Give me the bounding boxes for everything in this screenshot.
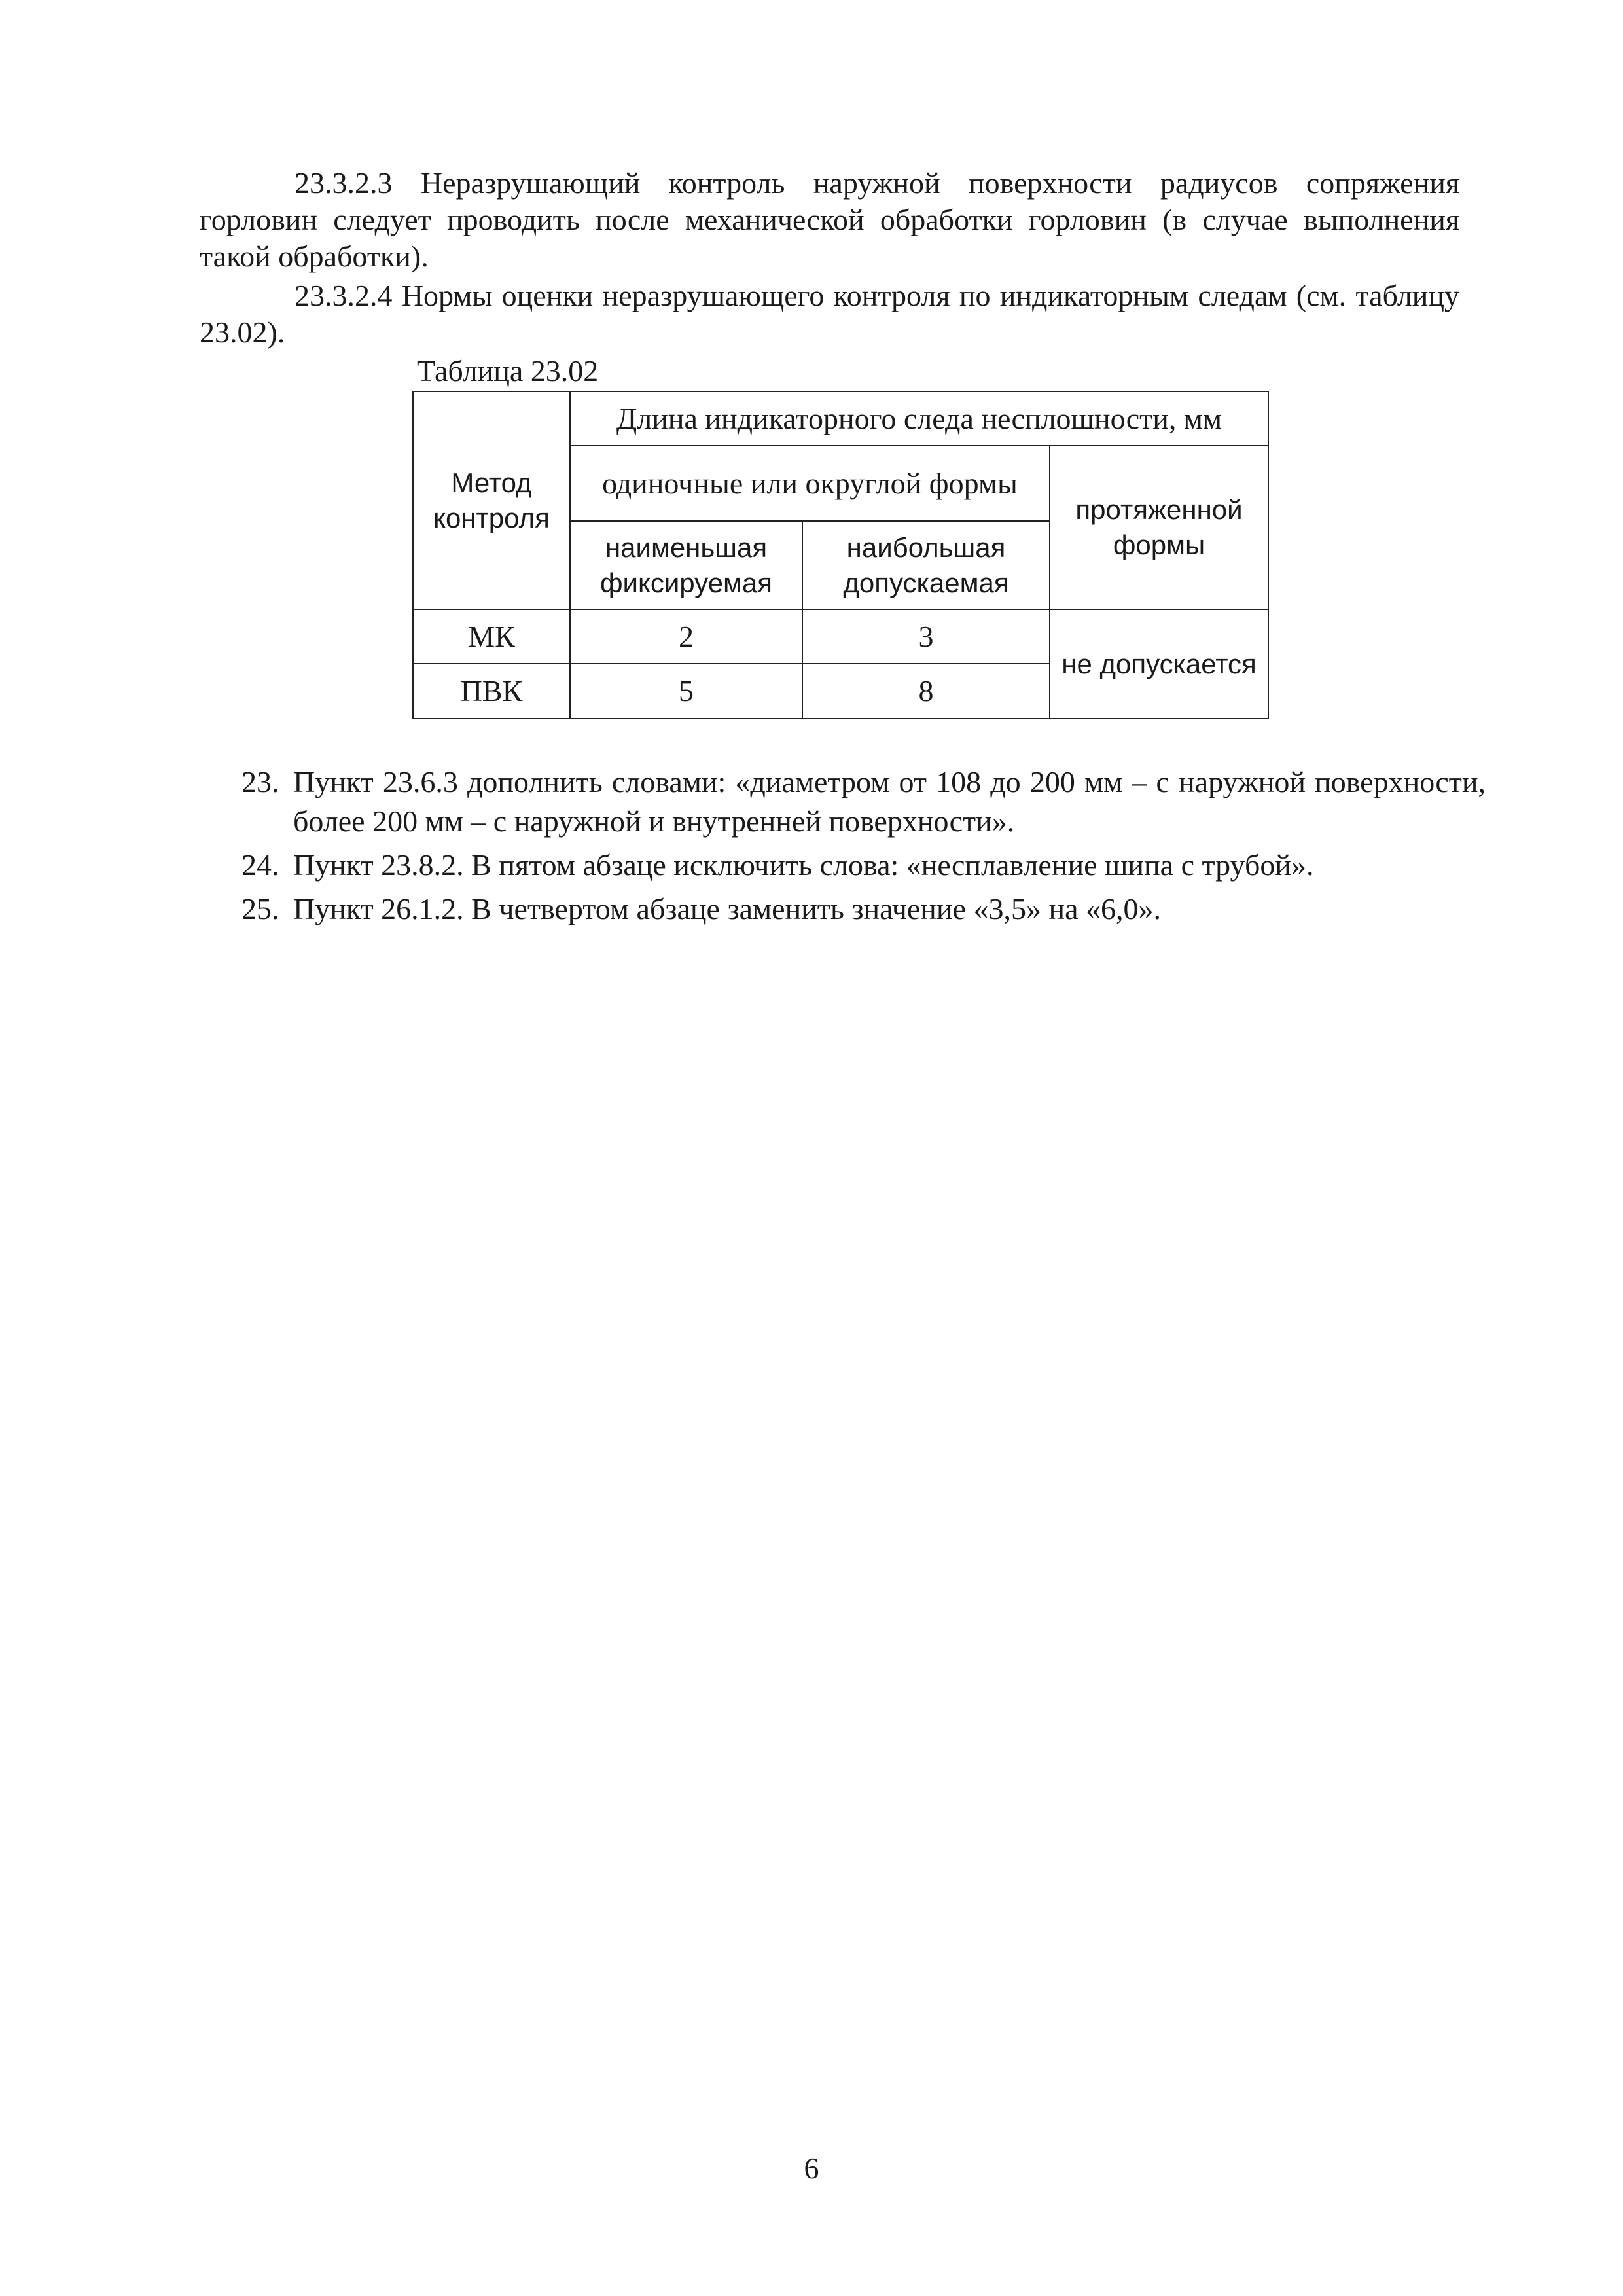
header-length: Длина индикаторного следа несплошности, мм [570,391,1268,446]
header-method: Метод контроля [413,391,570,609]
header-largest: наибольшая допускаемая [802,521,1050,609]
list-item [200,889,1486,929]
row-smallest: 5 [570,664,802,719]
list-item-text: Пункт 23.8.2. В пятом абзаце исключить слова: «несплавление шипа с трубой». [293,848,1314,882]
row-largest: 8 [802,664,1050,719]
header-single-round: одиночные или округлой формы [570,446,1050,521]
page-number: 6 [804,2151,819,2185]
amendment-list [200,762,1486,933]
row-largest: 3 [802,609,1050,664]
list-item-number: 24. [241,848,279,882]
extended-value: не допускается [1050,609,1268,719]
row-method: ПВК [413,664,570,719]
table-caption: Таблица 23.02 [417,354,599,387]
list-item-number: 23. [241,765,279,798]
list-item-number: 25. [241,892,279,925]
list-item [200,846,1486,885]
norms-table [412,391,1269,719]
header-extended: протяженной формы [1050,446,1268,609]
list-item-text: Пункт 23.6.3 дополнить словами: «диаметром от 108 до 200 мм – с наружной поверхности, более 200 мм – с наружной и внутренней поверхности». [293,765,1486,838]
table-row [413,609,1268,664]
paragraph-23-3-2-4: 23.3.2.4 Нормы оценки неразрушающего контроля по индикаторным следам (см. таблицу 23.02). [200,279,1459,349]
list-item-text: Пункт 26.1.2. В четвертом абзаце заменить значение «3,5» на «6,0». [293,892,1161,925]
row-method: МК [413,609,570,664]
list-item [200,762,1486,841]
header-smallest: наименьшая фиксируемая [570,521,802,609]
paragraph-23-3-2-3: 23.3.2.3 Неразрушающий контроль наружной поверхности радиусов сопряжения горловин следует проводить после механической обработки горловин (в случае выполнения такой обработки). [200,166,1459,273]
row-smallest: 2 [570,609,802,664]
